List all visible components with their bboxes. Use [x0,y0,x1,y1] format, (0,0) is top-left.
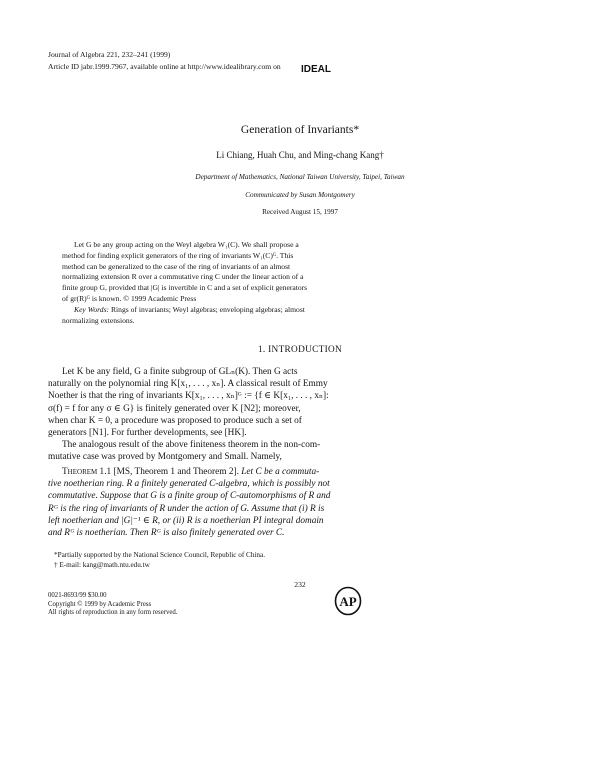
intro-line: mutative case was proved by Montgomery and Small. Namely, [48,452,282,463]
keywords-label: Key Words: [74,305,110,314]
intro-line: The analogous result of the above finiteness theorem in the non-com- [62,440,321,451]
abstract-line: of gr(R)ᴳ is known. © 1999 Academic Press [62,293,197,303]
abstract-line: method can be generalized to the case of the ring of invariants of an almost [62,261,291,271]
abstract [62,240,538,305]
theorem-line: Rᴳ is the ring of invariants of R under the action of G. Assume that (i) R is [48,503,325,514]
issn-price: 0021-8693/99 $30.00 [48,592,107,599]
theorem-ref: [MS, Theorem 1 and Theorem 2]. [111,467,239,477]
rights-line: All rights of reproduction in any form reserved. [48,609,178,617]
theorem-line: and Rᴳ is noetherian. Then Rᴳ is also finitely generated over C. [48,528,285,539]
copyright-line: Copyright © 1999 by Academic Press [48,600,152,608]
intro-line: Noether is that the ring of invariants K[x₁, . . . , xₙ]ᴳ := {f ∈ K[x₁, . . . , xₙ]: [48,391,329,402]
page-number: 232 [294,580,306,589]
abstract-line: method for finding explicit generators of the ring of invariants W₁(C)ᴳ. This [62,250,294,260]
keywords-text: Rings of invariants; Weyl algebras; enveloping algebras; almost [109,305,305,314]
theorem-line: Let C be a commuta- [241,467,320,477]
abstract-line: finite group G, provided that |G| is invertible in C and a set of explicit generators [62,283,308,293]
section-heading: 1. INTRODUCTION [257,345,343,355]
svg-text:IDEAL: IDEAL [301,64,331,74]
footnote-funding: *Partially supported by the National Science Council, Republic of China. [54,551,265,559]
affiliation: Department of Mathematics, National Taiwan University, Taipei, Taiwan [195,173,405,181]
theorem-line: left noetherian and |G|⁻¹ ∈ R, or (ii) R is a noetherian PI integral domain [48,515,324,526]
keywords [62,305,538,327]
article-id: Article ID jabr.1999.7967, available online at http://www.idealibrary.com on [48,62,281,71]
intro-line: Let K be any field, G a finite subgroup of GLₙ(K). Then G acts [62,367,298,377]
svg-text:AP: AP [339,594,357,609]
article-title: Generation of Invariants* [240,124,360,136]
theorem-1-1 [48,466,542,539]
abstract-line: Let G be any group acting on the Weyl algebra W₁(C). We shall propose a [74,240,299,249]
intro-line: σ(f) = f for any σ ∈ G} is finitely generated over K [N2]; moreover, [48,403,301,414]
journal-citation: Journal of Algebra 221, 232–241 (1999) [48,50,171,59]
theorem-line: commutative. Suppose that G is a finite group of C-automorphisms of R and [48,491,331,502]
footnote-email: † E-mail: kang@math.ntu.edu.tw [54,560,150,569]
received-date: Received August 15, 1997 [262,208,338,216]
abstract-line: normalizing extension R over a commutative ring C under the linear action of a [62,272,304,282]
ideal-library-logo-icon [301,62,341,74]
intro-line: naturally on the polynomial ring K[x₁, . . . , xₙ]. A classical result of Emmy [48,379,328,390]
keywords-text-cont: normalizing extensions. [62,315,135,325]
communicated-by: Communicated by Susan Montgomery [245,191,355,199]
academic-press-logo-icon [334,586,362,616]
authors: Li Chiang, Huah Chu, and Ming-chang Kang† [216,150,384,160]
theorem-line: tive noetherian ring. R a finitely generated C-algebra, which is possibly not [48,479,330,490]
intro-line: generators [N1]. For further developments, see [HK]. [48,428,247,439]
copyright-block [48,592,177,618]
intro-line: when char K = 0, a procedure was proposed to produce such a set of [48,415,302,426]
introduction-text [48,366,542,464]
footnotes [48,551,528,570]
theorem-label: Theorem 1.1 [62,467,112,477]
